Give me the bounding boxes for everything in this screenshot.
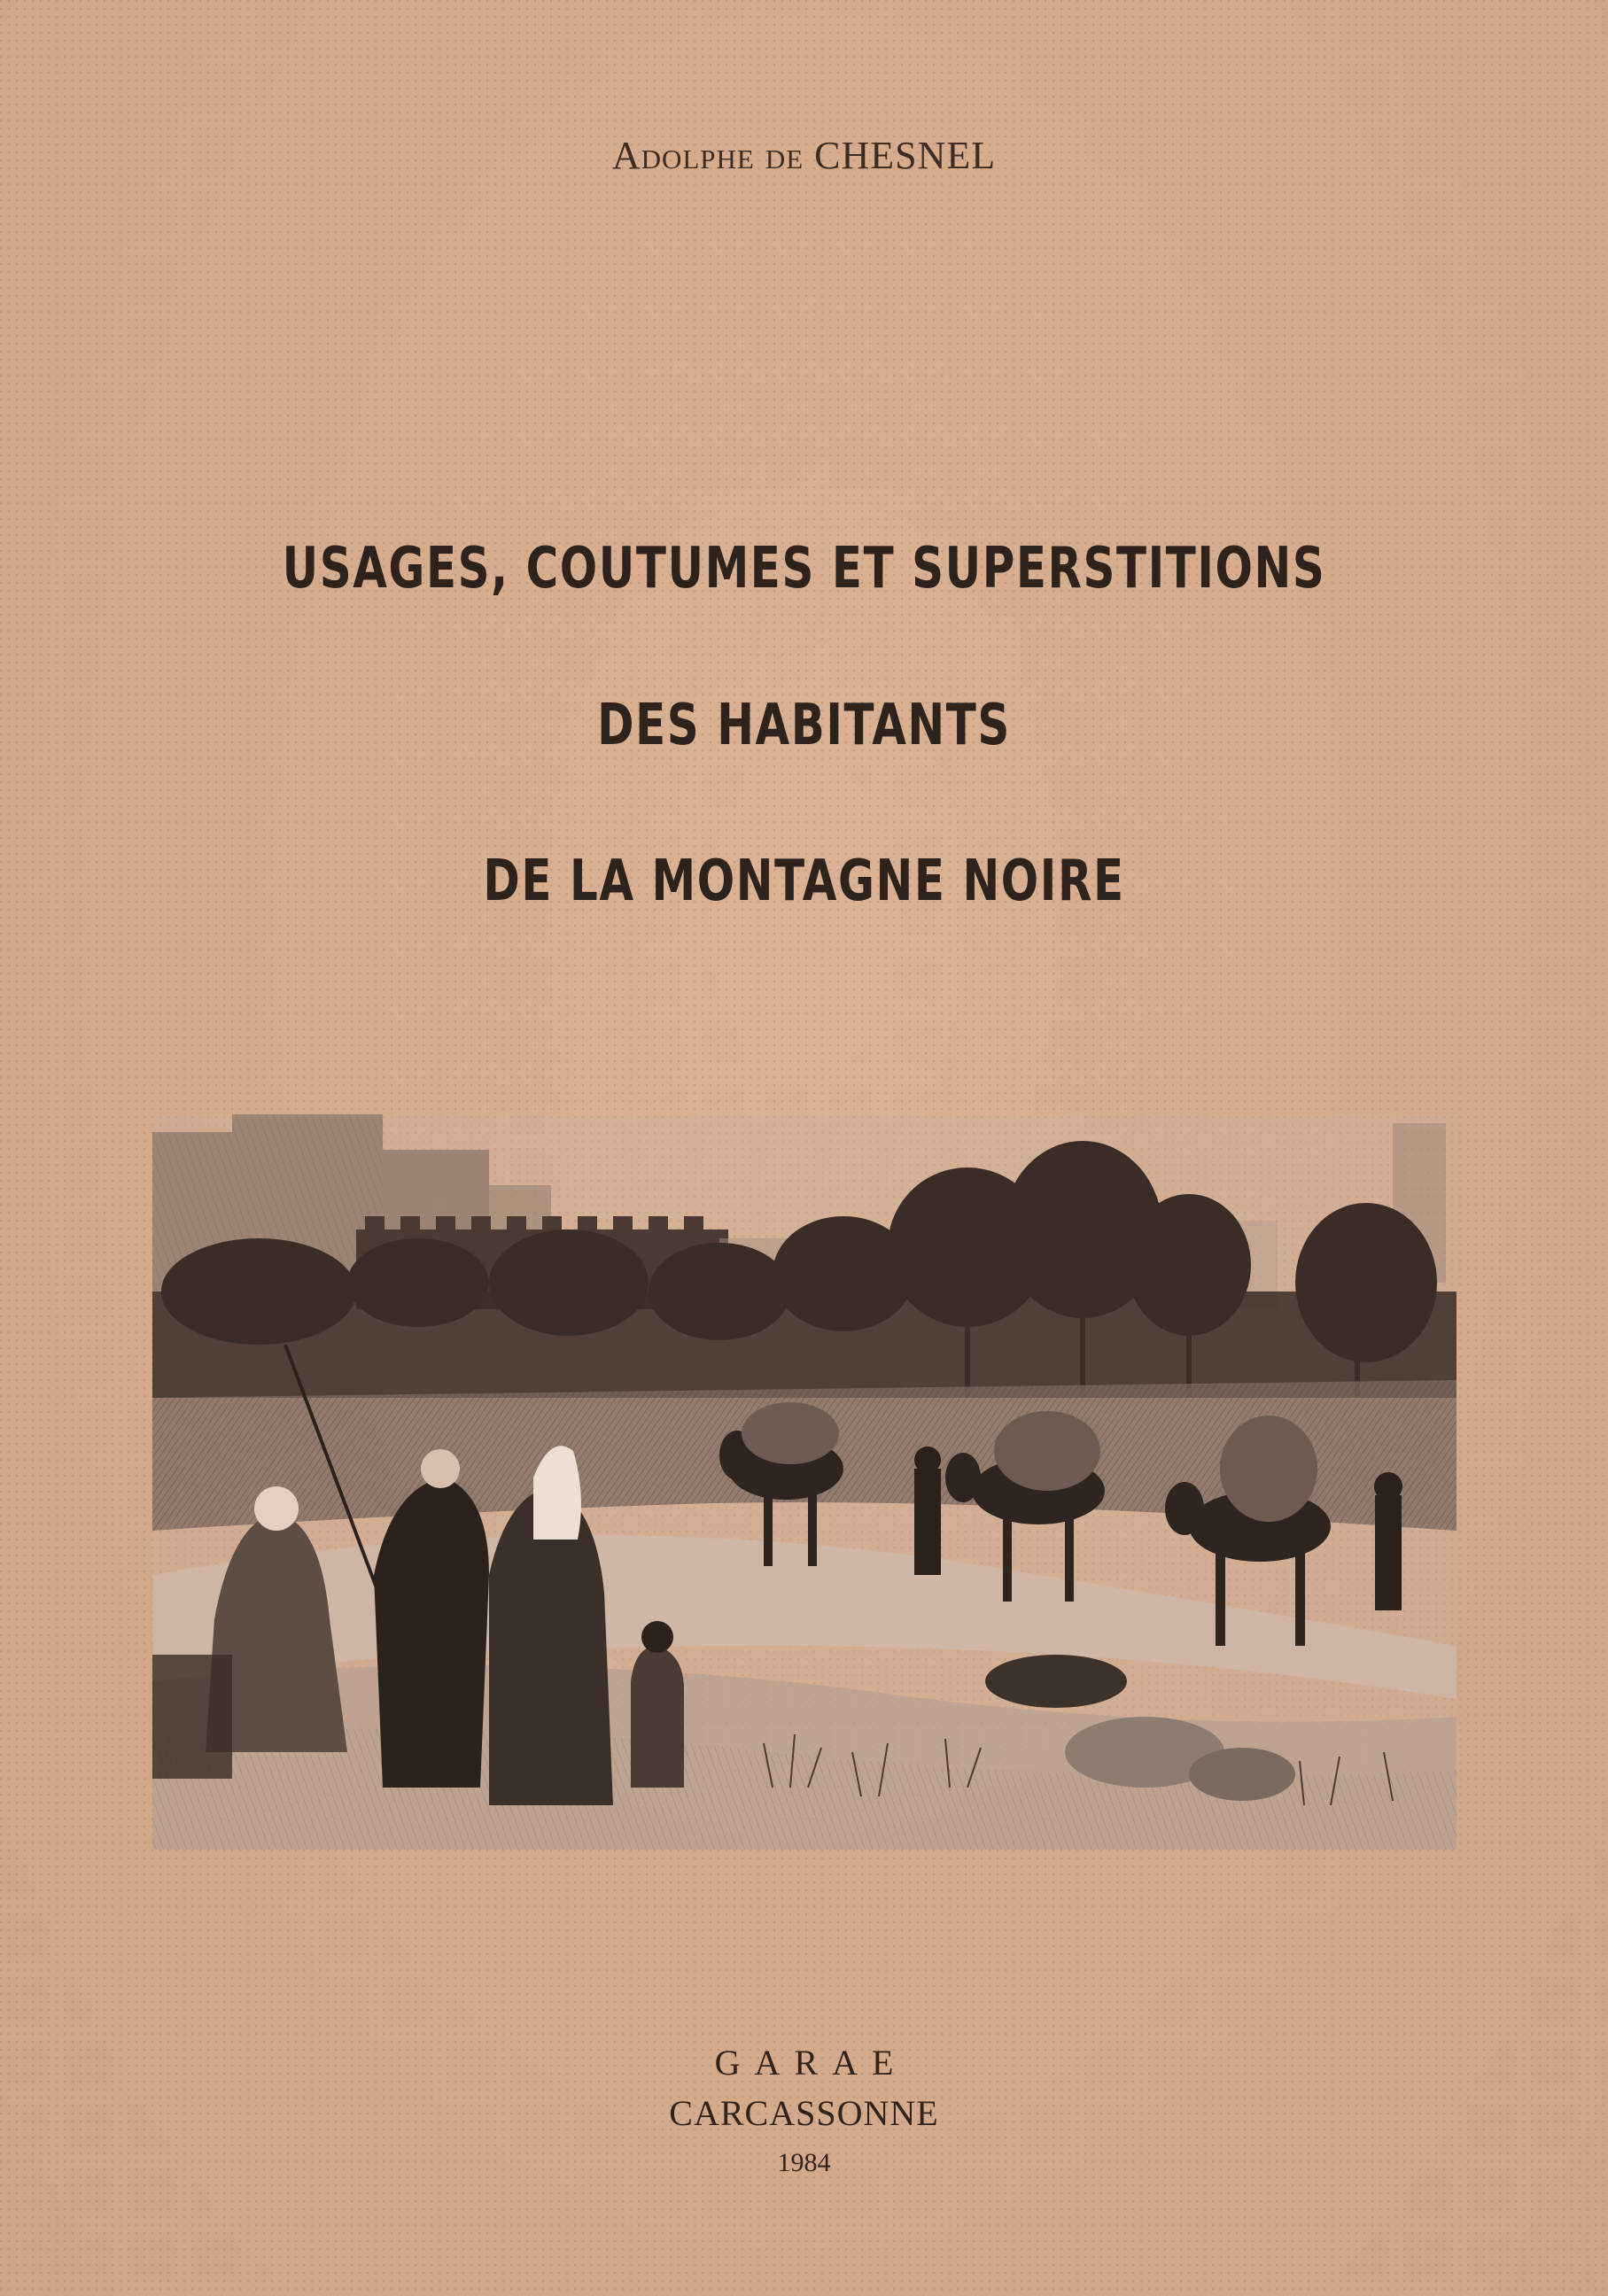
publisher-city: CARCASSONNE	[669, 2093, 939, 2133]
publication-year: 1984	[777, 2148, 831, 2177]
title-line-3: DE LA MONTAGNE NOIRE	[483, 849, 1125, 914]
title-line-1: USAGES, COUTUMES ET SUPERSTITIONS	[282, 536, 1326, 601]
author-name: Adolphe de CHESNEL	[611, 134, 997, 177]
publisher-name: GARAE	[714, 2043, 908, 2083]
cover-engraving	[152, 1114, 1457, 1850]
stone-bench	[152, 1655, 232, 1779]
title-line-2: DES HABITANTS	[597, 693, 1011, 758]
